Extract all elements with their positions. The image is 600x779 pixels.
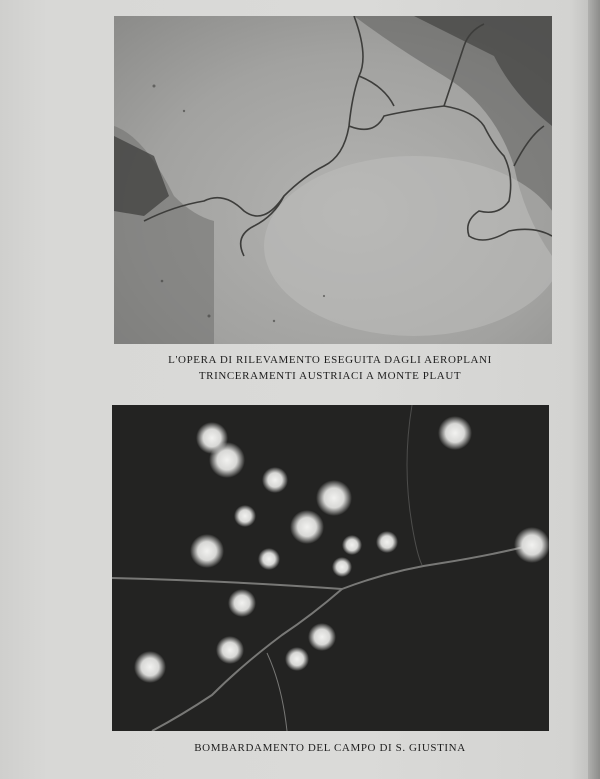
caption-line: BOMBARDAMENTO DEL CAMPO DI S. GIUSTINA — [194, 742, 466, 754]
photo-caption-trenches — [100, 352, 560, 384]
caption-line: TRINCERAMENTI AUSTRIACI A MONTE PLAUT — [198, 370, 462, 382]
aerial-photo-trenches — [114, 16, 552, 344]
photo-caption-bombardment — [100, 740, 560, 756]
page-edge — [588, 0, 600, 779]
aerial-photo-bombardment — [112, 405, 549, 731]
caption-line: L'OPERA DI RILEVAMENTO ESEGUITA DAGLI AEROPLANI — [168, 354, 492, 366]
